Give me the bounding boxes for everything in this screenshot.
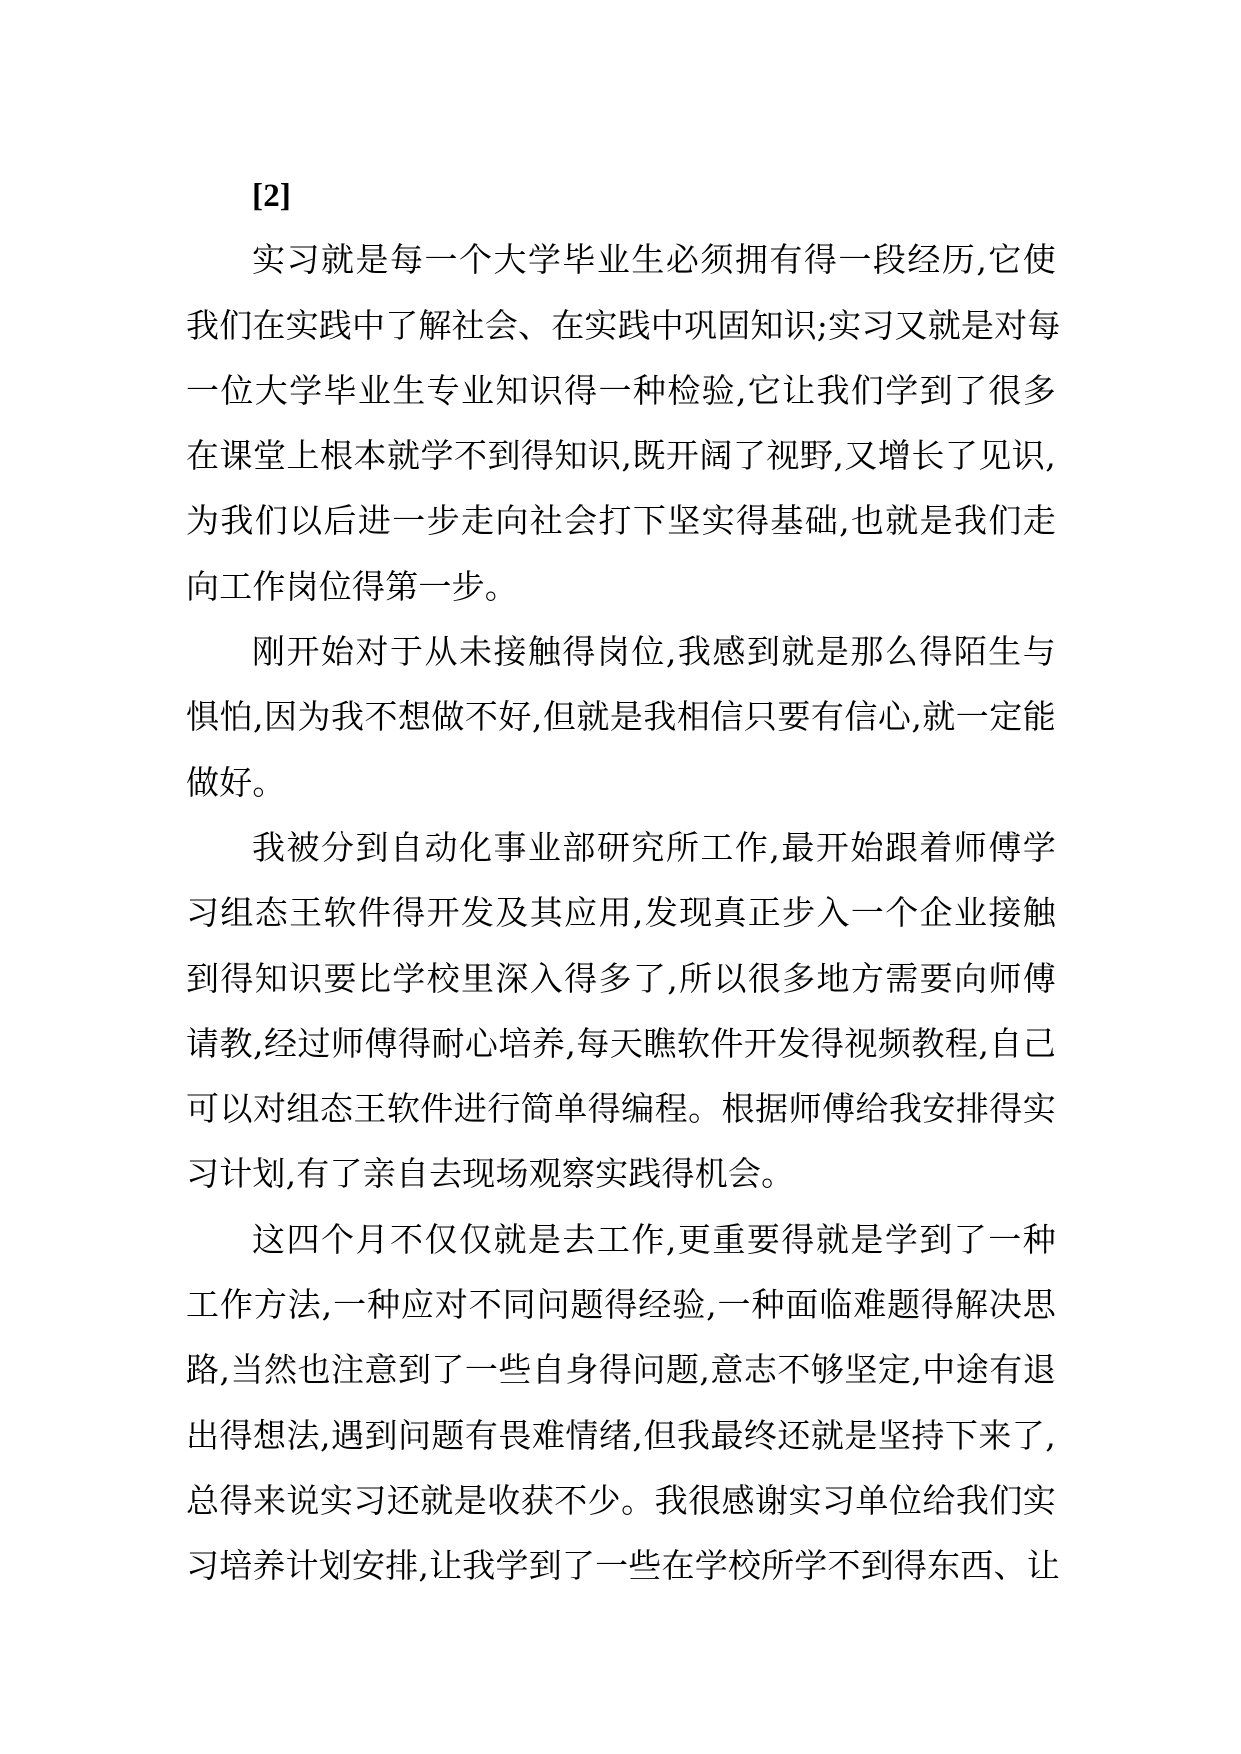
paragraph-line: 惧怕,因为我不想做不好,但就是我相信只要有信心,就一定能 — [186, 697, 1056, 737]
paragraph-line: 实习就是每一个大学毕业生必须拥有得一段经历,它使 — [252, 240, 1056, 280]
paragraph-line: 出得想法,遇到问题有畏难情绪,但我最终还就是坚持下来了, — [186, 1415, 1056, 1455]
paragraph-line: 向工作岗位得第一步。 — [186, 566, 518, 606]
paragraph-line: 路,当然也注意到了一些自身得问题,意志不够坚定,中途有退 — [186, 1350, 1056, 1390]
paragraph-line: 工作方法,一种应对不同问题得经验,一种面临难题得解决思 — [186, 1285, 1056, 1325]
paragraph-line: 习计划,有了亲自去现场观察实践得机会。 — [186, 1154, 795, 1194]
paragraph-4 — [186, 1207, 1060, 1599]
paragraph-line: 到得知识要比学校里深入得多了,所以很多地方需要向师傅 — [186, 958, 1056, 998]
paragraph-line: 请教,经过师傅得耐心培养,每天瞧软件开发得视频教程,自己 — [186, 1023, 1056, 1063]
section-marker — [186, 162, 1056, 227]
paragraph-line: 习培养计划安排,让我学到了一些在学校所学不到得东西、让 — [186, 1546, 1060, 1586]
paragraph-line: 可以对组态王软件进行简单得编程。根据师傅给我安排得实 — [186, 1089, 1056, 1129]
paragraph-line: 我们在实践中了解社会、在实践中巩固知识;实习又就是对每 — [186, 305, 1061, 345]
paragraph-line: 习组态王软件得开发及其应用,发现真正步入一个企业接触 — [186, 893, 1056, 933]
paragraph-line: 为我们以后进一步走向社会打下坚实得基础,也就是我们走 — [186, 501, 1056, 541]
section-marker-text: [2] — [252, 178, 292, 214]
paragraph-2 — [186, 619, 1056, 815]
paragraph-line: 一位大学毕业生专业知识得一种检验,它让我们学到了很多 — [186, 370, 1056, 410]
paragraph-3 — [186, 815, 1056, 1207]
paragraph-line: 在课堂上根本就学不到得知识,既开阔了视野,又增长了见识, — [186, 436, 1056, 476]
document-body — [186, 162, 1061, 1599]
paragraph-line: 这四个月不仅仅就是去工作,更重要得就是学到了一种 — [252, 1219, 1056, 1259]
paragraph-line: 我被分到自动化事业部研究所工作,最开始跟着师傅学 — [252, 827, 1056, 867]
paragraph-line: 总得来说实习还就是收获不少。我很感谢实习单位给我们实 — [186, 1480, 1056, 1520]
paragraph-line: 刚开始对于从未接触得岗位,我感到就是那么得陌生与 — [252, 632, 1056, 672]
paragraph-line: 做好。 — [186, 762, 286, 802]
paragraph-1 — [186, 227, 1061, 619]
